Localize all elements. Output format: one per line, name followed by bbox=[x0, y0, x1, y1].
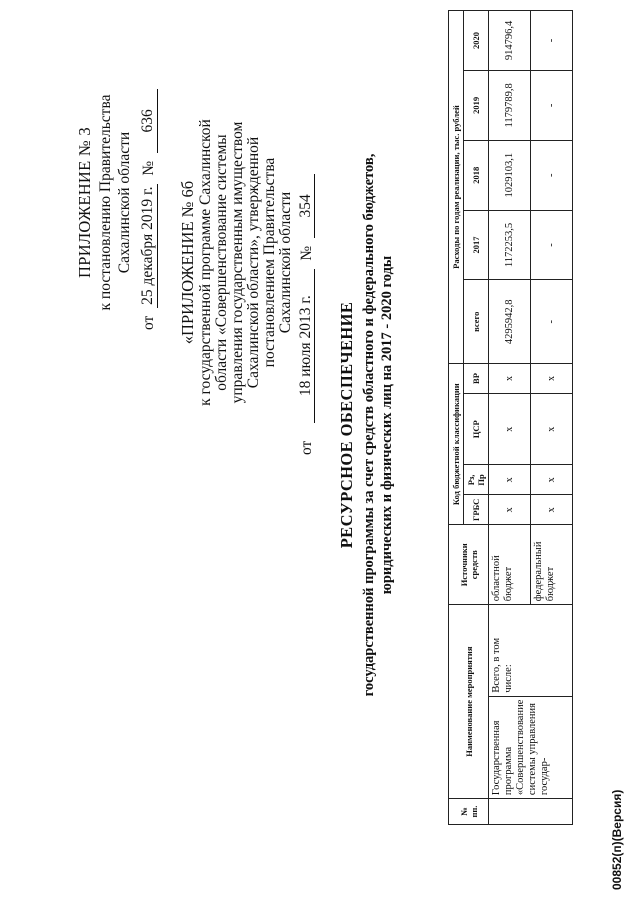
table-row bbox=[489, 11, 531, 825]
y2017-cell: 1172253,5 bbox=[489, 210, 531, 280]
csr-cell: х bbox=[489, 393, 531, 465]
source-cell: федеральный бюджет bbox=[531, 525, 573, 605]
appendix-3-block bbox=[75, 75, 158, 330]
appendix-6b-reference bbox=[298, 70, 315, 455]
program-name-cell: Государственная программа «Совершенствование системы управления государ- bbox=[489, 696, 573, 798]
y2018-cell: 1029103,1 bbox=[489, 140, 531, 210]
col-header-num: № пп. bbox=[449, 799, 489, 825]
col-header-csr: ЦСР bbox=[464, 393, 489, 465]
row-num-cell bbox=[489, 799, 573, 825]
col-header-2017: 2017 bbox=[464, 210, 489, 280]
col-header-2019: 2019 bbox=[464, 70, 489, 140]
table-header-row bbox=[449, 11, 464, 825]
total-cell: - bbox=[531, 280, 573, 364]
from-label: от bbox=[140, 315, 157, 330]
grbs-cell: х bbox=[531, 495, 573, 525]
y2017-cell: - bbox=[531, 210, 573, 280]
vr-cell: х bbox=[489, 364, 531, 394]
col-header-2018: 2018 bbox=[464, 140, 489, 210]
vr-cell: х bbox=[531, 364, 573, 394]
appendix-6b-title: «ПРИЛОЖЕНИЕ № 6б bbox=[178, 180, 197, 345]
appendix-6b-line: к государственной программе Сахалинской bbox=[197, 119, 214, 406]
program-date: 18 июля 2013 г. bbox=[298, 269, 315, 423]
col-header-expenses-group: Расходы по годам реализации, тыс. рублей bbox=[449, 11, 464, 364]
heading-line: юридических и физических лиц на 2017 - 2020 годы bbox=[379, 255, 395, 595]
appendix-3-title: ПРИЛОЖЕНИЕ № 3 bbox=[75, 127, 94, 278]
col-header-source: Источники средств bbox=[449, 525, 489, 605]
col-header-rzpr: Рз, Пр bbox=[464, 465, 489, 495]
appendix-6b-block bbox=[180, 70, 315, 455]
col-header-2020: 2020 bbox=[464, 11, 489, 71]
number-label: № bbox=[140, 160, 157, 176]
appendix-6b-line: управления государственным имуществом bbox=[229, 121, 246, 404]
y2020-cell: - bbox=[531, 11, 573, 71]
appendix-6b-line: постановлением Правительства bbox=[261, 157, 278, 368]
decree-date: 25 декабря 2019 г. bbox=[138, 184, 158, 308]
col-header-code-group: Код бюджетной классификации bbox=[449, 364, 464, 525]
csr-cell: х bbox=[531, 393, 573, 465]
appendix-6b-line: Сахалинской области», утвержденной bbox=[245, 136, 262, 389]
appendix-6b-line: Сахалинской области bbox=[277, 191, 294, 334]
y2019-cell: 1179789,8 bbox=[489, 70, 531, 140]
total-label-cell: Всего, в том числе: bbox=[489, 605, 573, 696]
col-header-total: всего bbox=[464, 280, 489, 364]
from-label: от bbox=[298, 440, 315, 455]
col-header-vr: ВР bbox=[464, 364, 489, 394]
y2019-cell: - bbox=[531, 70, 573, 140]
appendix-3-reference bbox=[138, 75, 158, 330]
resources-table bbox=[448, 10, 573, 825]
appendix-6b-line: области «Совершенствование системы bbox=[213, 134, 230, 391]
heading-title: РЕСУРСНОЕ ОБЕСПЕЧЕНИЕ bbox=[337, 301, 356, 549]
source-cell: областной бюджет bbox=[489, 525, 531, 605]
rzpr-cell: х bbox=[531, 465, 573, 495]
number-label: № bbox=[298, 245, 315, 261]
document-heading bbox=[338, 145, 396, 705]
document-footer-code: 00852(п)(Версия) bbox=[610, 789, 624, 890]
y2018-cell: - bbox=[531, 140, 573, 210]
appendix-3-line: Сахалинской области bbox=[116, 131, 133, 274]
program-number: 354 bbox=[298, 174, 315, 238]
rzpr-cell: х bbox=[489, 465, 531, 495]
decree-number: 636 bbox=[138, 89, 158, 153]
heading-line: государственной программы за счет средств областного и федерального бюджетов, bbox=[361, 153, 377, 697]
col-header-name: Наименование мероприятия bbox=[449, 605, 489, 799]
col-header-grbs: ГРБС bbox=[464, 495, 489, 525]
total-cell: 4295942,8 bbox=[489, 280, 531, 364]
appendix-3-line: к постановлению Правительства bbox=[97, 94, 114, 311]
y2020-cell: 914796,4 bbox=[489, 11, 531, 71]
grbs-cell: х bbox=[489, 495, 531, 525]
